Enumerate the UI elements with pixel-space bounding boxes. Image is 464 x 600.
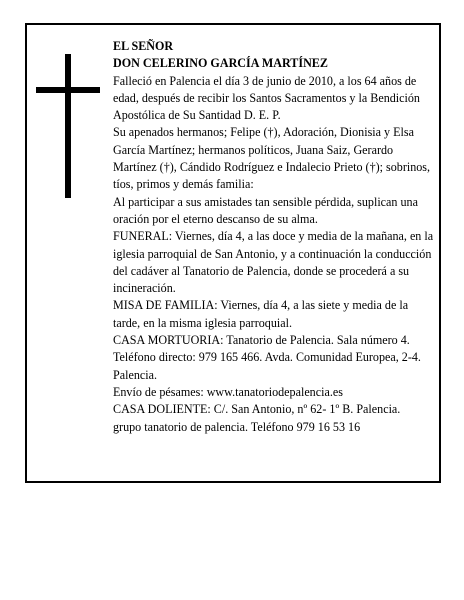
latin-cross-icon bbox=[36, 54, 100, 198]
family-home-address: CASA DOLIENTE: C/. San Antonio, nº 62- 1º B. Palencia. bbox=[113, 402, 401, 417]
cross-vertical-bar bbox=[65, 54, 71, 198]
heading-title: EL SEÑOR bbox=[113, 39, 174, 53]
family-list: Su apenados hermanos; Felipe (†), Adoración, Dionisia y Elsa García Martínez; hermanos políticos, Juana Saiz, Gerardo Martínez (†), Cándido Rodríguez e Indalecio Prieto (†); sobrinos, tíos, primos y demás familia: bbox=[113, 125, 431, 192]
prayer-request: Al participar a sus amistades tan sensible pérdida, suplican una oración por el eterno descanso de su alma. bbox=[113, 194, 418, 226]
mortuary-details: CASA MORTUORIA: Tanatorio de Palencia. Sala número 4. Teléfono directo: 979 165 466. Avda. Comunidad Europea, 2-4. Palencia. bbox=[113, 333, 421, 382]
family-mass-details: MISA DE FAMILIA: Viernes, día 4, a las siete y media de la tarde, en la misma iglesia parroquial. bbox=[113, 298, 409, 330]
death-announcement: Falleció en Palencia el día 3 de junio de 2010, a los 64 años de edad, después de recibir los Santos Sacramentos y la Bendición Apostólica de Su Santidad D. E. P. bbox=[113, 73, 420, 123]
cross-horizontal-bar bbox=[36, 87, 100, 93]
deceased-name: DON CELERINO GARCÍA MARTÍNEZ bbox=[113, 56, 328, 71]
funeral-details: FUNERAL: Viernes, día 4, a las doce y media de la mañana, en la iglesia parroquial de San Antonio, y a continuación la conducción del cadáver al Tanatorio de Palencia, donde se procederá a su incineración. bbox=[113, 229, 434, 296]
funeral-home-contact: grupo tanatorio de palencia. Teléfono 979 16 53 16 bbox=[113, 419, 361, 434]
condolences-website: Envío de pésames: www.tanatoriodepalencia.es bbox=[113, 384, 343, 399]
notice-text bbox=[113, 38, 435, 436]
